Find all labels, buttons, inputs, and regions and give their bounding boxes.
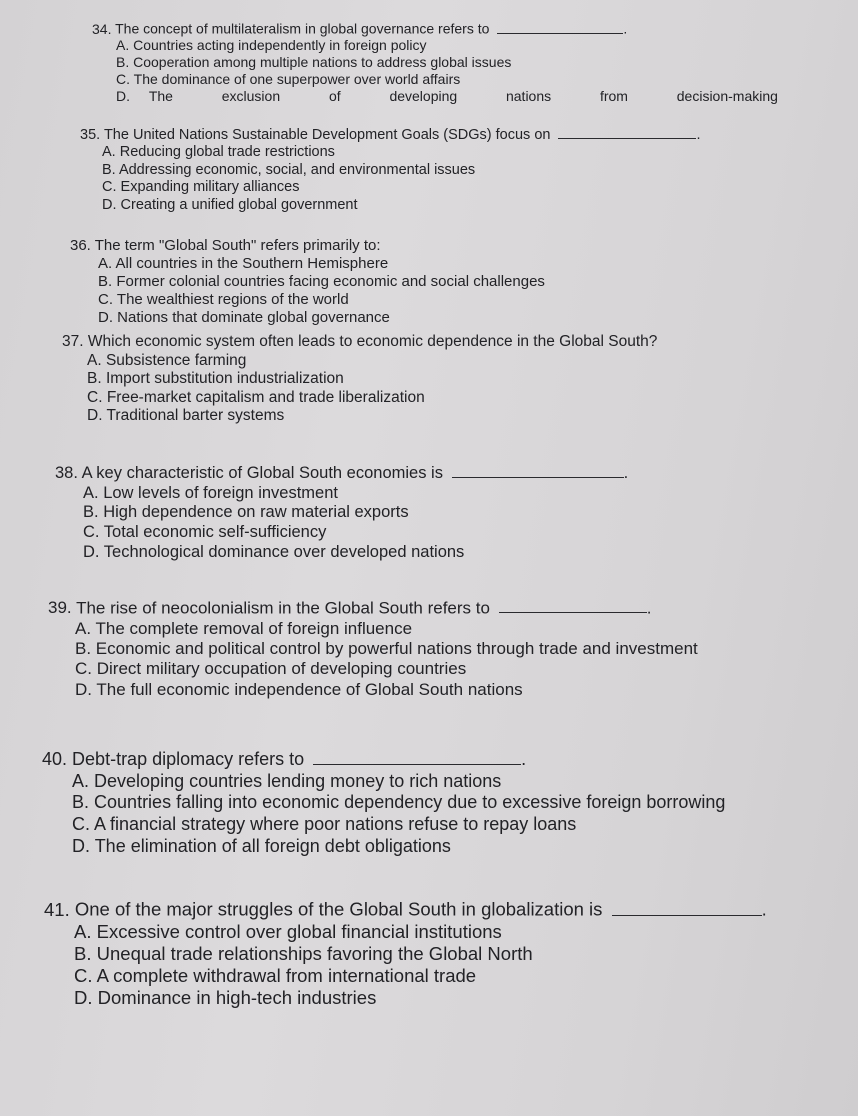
option-letter: D.	[102, 196, 117, 213]
option-b[interactable]	[72, 792, 725, 814]
option-letter: C.	[75, 659, 92, 679]
option-c[interactable]	[98, 291, 545, 309]
answer-blank	[558, 125, 696, 139]
question-stem	[44, 898, 767, 921]
option-d[interactable]	[87, 407, 657, 426]
answer-blank	[497, 20, 623, 34]
option-a[interactable]	[87, 352, 657, 371]
option-c[interactable]	[87, 389, 657, 408]
question-number: 38.	[55, 463, 78, 482]
question-number: 36.	[70, 237, 91, 254]
option-text: Expanding military alliances	[120, 179, 300, 196]
question-36	[70, 237, 545, 327]
option-b[interactable]	[83, 503, 628, 523]
option-text: Free-market capitalism and trade liberalization	[106, 388, 425, 406]
option-text: Subsistence farming	[105, 351, 247, 369]
option-letter: A.	[116, 37, 130, 54]
question-text: The concept of multilateralism in global governance refers to	[115, 20, 490, 37]
option-letter: A.	[83, 483, 99, 502]
question-end: .	[696, 127, 701, 144]
option-letter: B.	[102, 161, 116, 178]
option-c[interactable]	[102, 179, 701, 196]
question-stem	[42, 748, 725, 771]
option-text: The dominance of one superpower over world affairs	[133, 70, 461, 87]
option-text: A financial strategy where poor nations refuse to repay loans	[94, 813, 577, 834]
question-stem	[48, 597, 698, 619]
question-end: .	[521, 749, 527, 770]
option-letter: A.	[74, 920, 92, 942]
option-text: Addressing economic, social, and environmental issues	[118, 161, 476, 178]
option-letter: C.	[72, 813, 90, 834]
question-number: 39.	[48, 598, 72, 618]
answer-blank	[452, 462, 624, 478]
option-text: The elimination of all foreign debt obligations	[94, 835, 451, 856]
option-text: Nations that dominate global governance	[117, 309, 390, 326]
option-letter: D.	[98, 309, 113, 326]
answer-blank	[499, 597, 647, 613]
option-letter: C.	[87, 388, 103, 406]
option-word: exclusion	[221, 87, 281, 104]
option-text: Import substitution industrialization	[105, 370, 344, 388]
option-d[interactable]	[83, 543, 628, 563]
option-word: decision-making	[676, 87, 778, 104]
option-letter: C.	[102, 179, 117, 196]
option-word: developing	[389, 87, 458, 104]
question-text: Debt-trap diplomacy refers to	[72, 749, 305, 770]
option-d[interactable]	[98, 309, 545, 327]
question-end: .	[623, 20, 628, 37]
question-text: The United Nations Sustainable Development Goals (SDGs) focus on	[103, 127, 551, 144]
question-34	[92, 20, 778, 105]
question-text: A key characteristic of Global South economies is	[81, 463, 443, 482]
question-stem	[70, 237, 545, 255]
option-c[interactable]	[116, 71, 778, 88]
option-text: A complete withdrawal from international trade	[96, 965, 477, 987]
option-text: All countries in the Southern Hemisphere	[115, 255, 389, 272]
option-letter: D.	[87, 407, 103, 425]
option-word: nations	[505, 87, 552, 104]
question-text: One of the major struggles of the Global South in globalization is	[74, 898, 603, 920]
question-37	[62, 333, 657, 426]
option-d[interactable]	[72, 836, 725, 858]
option-text: High dependence on raw material exports	[103, 503, 409, 522]
option-text: The full economic independence of Global South nations	[96, 679, 523, 699]
question-end: .	[761, 898, 767, 920]
question-41	[44, 898, 767, 1010]
option-word: from	[599, 87, 628, 104]
option-b[interactable]	[87, 370, 657, 389]
option-b[interactable]	[116, 54, 778, 71]
option-letter: B.	[72, 792, 90, 813]
option-c[interactable]	[72, 814, 725, 836]
option-letter: B.	[83, 503, 99, 522]
option-b[interactable]	[74, 943, 767, 965]
option-letter: D.	[72, 835, 90, 856]
question-stem	[92, 20, 778, 37]
question-40	[42, 748, 725, 857]
question-stem	[80, 125, 701, 144]
option-letter: B.	[75, 639, 92, 659]
option-letter: D.	[83, 543, 100, 562]
option-d[interactable]	[102, 197, 701, 214]
question-text: The rise of neocolonialism in the Global South refers to	[76, 598, 490, 618]
question-35	[80, 125, 701, 214]
question-number: 37.	[62, 333, 84, 350]
option-letter: A.	[75, 618, 92, 638]
question-number: 34.	[92, 20, 112, 37]
option-text: Countries falling into economic dependency due to excessive foreign borrowing	[94, 792, 726, 813]
option-letter: D.	[116, 87, 130, 104]
option-text: Economic and political control by powerful nations through trade and investment	[95, 639, 698, 659]
option-letter: C.	[83, 523, 100, 542]
option-text: Cooperation among multiple nations to address global issues	[133, 54, 512, 71]
option-a[interactable]	[75, 619, 698, 639]
option-letter: B.	[87, 370, 102, 388]
question-number: 40.	[42, 749, 68, 770]
option-d[interactable]	[74, 987, 767, 1009]
option-text: Developing countries lending money to rich nations	[94, 770, 502, 791]
option-text: The wealthiest regions of the world	[116, 291, 349, 308]
option-letter: D.	[75, 679, 92, 699]
option-letter: A.	[98, 255, 113, 272]
question-number: 41.	[44, 898, 70, 920]
option-a[interactable]	[116, 37, 778, 54]
option-text: Direct military occupation of developing countries	[96, 659, 467, 679]
option-b[interactable]	[102, 162, 701, 179]
question-end: .	[646, 598, 652, 618]
option-text: Excessive control over global financial institutions	[96, 920, 502, 942]
question-38	[55, 462, 628, 563]
option-b[interactable]	[98, 273, 545, 291]
option-text: Unequal trade relationships favoring the Global North	[96, 943, 533, 965]
option-text: Traditional barter systems	[106, 407, 285, 425]
option-c[interactable]	[75, 659, 698, 679]
option-text: Dominance in high-tech industries	[97, 987, 377, 1009]
option-a[interactable]	[83, 484, 628, 504]
option-letter: C.	[116, 70, 130, 87]
option-a[interactable]	[102, 144, 701, 161]
option-c[interactable]	[83, 523, 628, 543]
option-letter: C.	[74, 965, 93, 987]
answer-blank	[313, 748, 521, 765]
option-b[interactable]	[75, 639, 698, 659]
question-39	[48, 597, 698, 700]
option-a[interactable]	[98, 255, 545, 273]
option-letter: A.	[102, 144, 116, 161]
option-text: Reducing global trade restrictions	[119, 144, 335, 161]
option-letter: A.	[87, 351, 102, 369]
option-c[interactable]	[74, 965, 767, 987]
question-stem	[55, 462, 628, 484]
option-text: Countries acting independently in foreign policy	[133, 37, 427, 54]
option-text: Low levels of foreign investment	[103, 483, 338, 502]
option-d[interactable]	[116, 88, 778, 105]
option-text: Total economic self-sufficiency	[103, 523, 327, 542]
question-stem	[62, 333, 657, 352]
option-d[interactable]	[75, 680, 698, 700]
question-text: The term "Global South" refers primarily to:	[94, 237, 381, 254]
option-letter: B.	[98, 273, 113, 290]
option-text: Former colonial countries facing economic and social challenges	[116, 273, 545, 290]
option-letter: C.	[98, 291, 113, 308]
option-letter: B.	[116, 54, 130, 71]
option-word: The	[148, 87, 173, 104]
option-text: The complete removal of foreign influence	[95, 618, 413, 638]
question-number: 35.	[80, 127, 101, 144]
option-text: Creating a unified global government	[120, 196, 358, 213]
question-text: Which economic system often leads to economic dependence in the Global South?	[87, 333, 658, 350]
option-letter: B.	[74, 943, 92, 965]
option-a[interactable]	[74, 921, 767, 943]
option-word: of	[328, 87, 341, 104]
option-letter: A.	[72, 770, 90, 791]
question-end: .	[623, 463, 629, 482]
option-letter: D.	[74, 987, 93, 1009]
answer-blank	[612, 898, 762, 916]
option-text: Technological dominance over developed nations	[103, 543, 465, 562]
option-a[interactable]	[72, 771, 725, 793]
